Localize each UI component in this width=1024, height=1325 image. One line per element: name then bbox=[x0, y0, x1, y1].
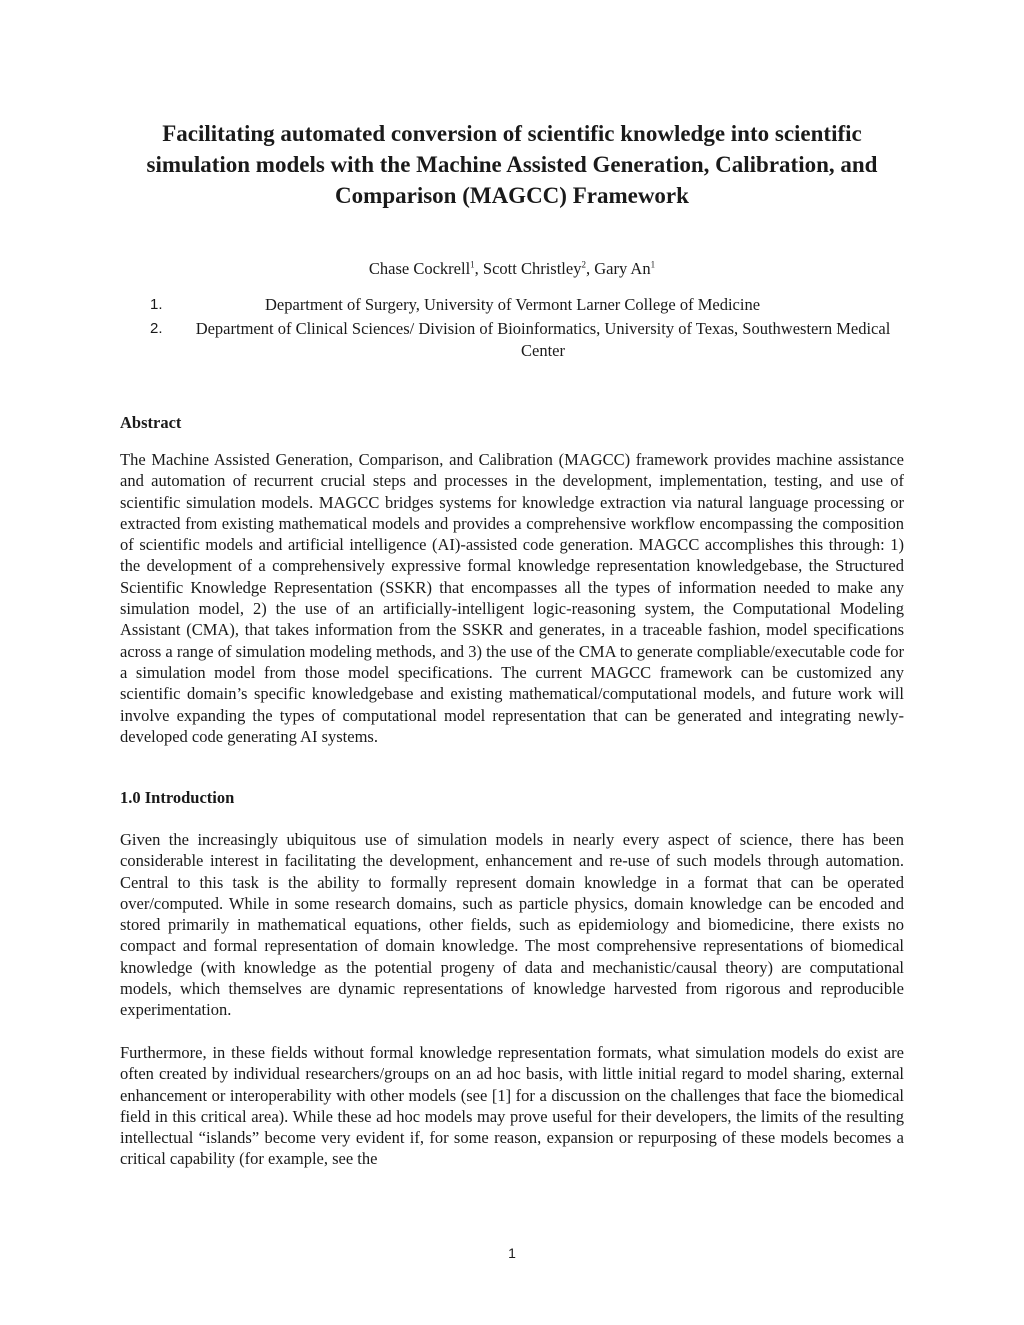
author-name: Scott Christley bbox=[482, 259, 582, 278]
author-list bbox=[0, 258, 1024, 280]
author-name: Gary An bbox=[594, 259, 651, 278]
affiliation-text: Department of Surgery, University of Vermont Larner College of Medicine bbox=[265, 295, 761, 314]
author-name: Chase Cockrell bbox=[368, 259, 471, 278]
paper-title: Facilitating automated conversion of scientific knowledge into scientific simulation models with the Machine Assisted Generation, Calibration, and Comparison (MAGCC) Framework bbox=[146, 121, 878, 208]
author-affiliation-mark: 1 bbox=[650, 259, 656, 270]
author-separator: , bbox=[474, 259, 483, 278]
author-separator: , bbox=[585, 259, 595, 278]
affiliation-number: 2. bbox=[150, 320, 163, 337]
abstract-heading: Abstract bbox=[120, 413, 182, 432]
affiliation-text: Department of Clinical Sciences/ Division of Bioinformatics, University of Texas, Southwestern Medical Center bbox=[195, 319, 891, 360]
page-number: 1 bbox=[508, 1245, 516, 1261]
author-affiliation-mark: 2 bbox=[581, 259, 586, 270]
abstract-body: The Machine Assisted Generation, Comparison, and Calibration (MAGCC) framework provides machine assistance and automation of recurrent crucial steps and processes in the development, implementation, testing, and use of scientific simulation models. MAGCC bridges systems for knowledge extraction via natural language processing or extracted from existing mathematical models and provides a comprehensive workflow encompassing the composition of scientific models and artificial intelligence (AI)-assisted code generation. MAGCC accomplishes this through: 1) the development of a comprehensively expressive formal knowledge representation knowledgebase, the Structured Scientific Knowledge Representation (SSKR) that encompasses all the types of information needed to make any simulation model, 2) the use of an artificially-intelligent logic-reasoning system, the Computational Modeling Assistant (CMA), that takes information from the SSKR and generates, in a traceable fashion, model specifications across a range of simulation modeling methods, and 3) the use of the CMA to generate compliable/executable code for a simulation model from those model specifications. The current MAGCC framework can be customized any scientific domain’s specific knowledgebase and existing mathematical/computational models, and future work will involve expanding the types of computational model representation that can be generated and integrating newly-developed code generating AI systems. bbox=[120, 450, 904, 746]
affiliation-number: 1. bbox=[150, 296, 163, 313]
affiliation-item bbox=[150, 294, 900, 316]
author-affiliation-mark: 1 bbox=[470, 259, 475, 270]
affiliation-item bbox=[150, 318, 900, 362]
introduction-paragraph: Furthermore, in these fields without formal knowledge representation formats, what simulation models do exist are often created by individual researchers/groups on an ad hoc basis, with little initial regard to model sharing, external enhancement or interoperability with other models (see [1] for a discussion on the challenges that face the biomedical field in this critical area). While these ad hoc models may prove useful for their developers, the limits of the resulting intellectual “islands” become very evident if, for some reason, expansion or repurposing of these models becomes a critical capability (for example, see the bbox=[120, 1043, 904, 1169]
introduction-heading: 1.0 Introduction bbox=[120, 788, 235, 807]
introduction-paragraph: Given the increasingly ubiquitous use of simulation models in nearly every aspect of science, there has been considerable interest in facilitating the development, enhancement and re-use of such models through automation. Central to this task is the ability to formally represent domain knowledge in a format that can be operated over/computed. While in some research domains, such as particle physics, domain knowledge can be encoded and stored primarily in mathematical equations, other fields, such as epidemiology and biomedicine, there exists no compact and formal representation of domain knowledge. The most comprehensive representations of biomedical knowledge (with knowledge as the potential progeny of data and mechanistic/causal theory) are computational models, which themselves are dynamic representations of knowledge harvested from rigorous and reproducible experimentation. bbox=[120, 830, 904, 1020]
